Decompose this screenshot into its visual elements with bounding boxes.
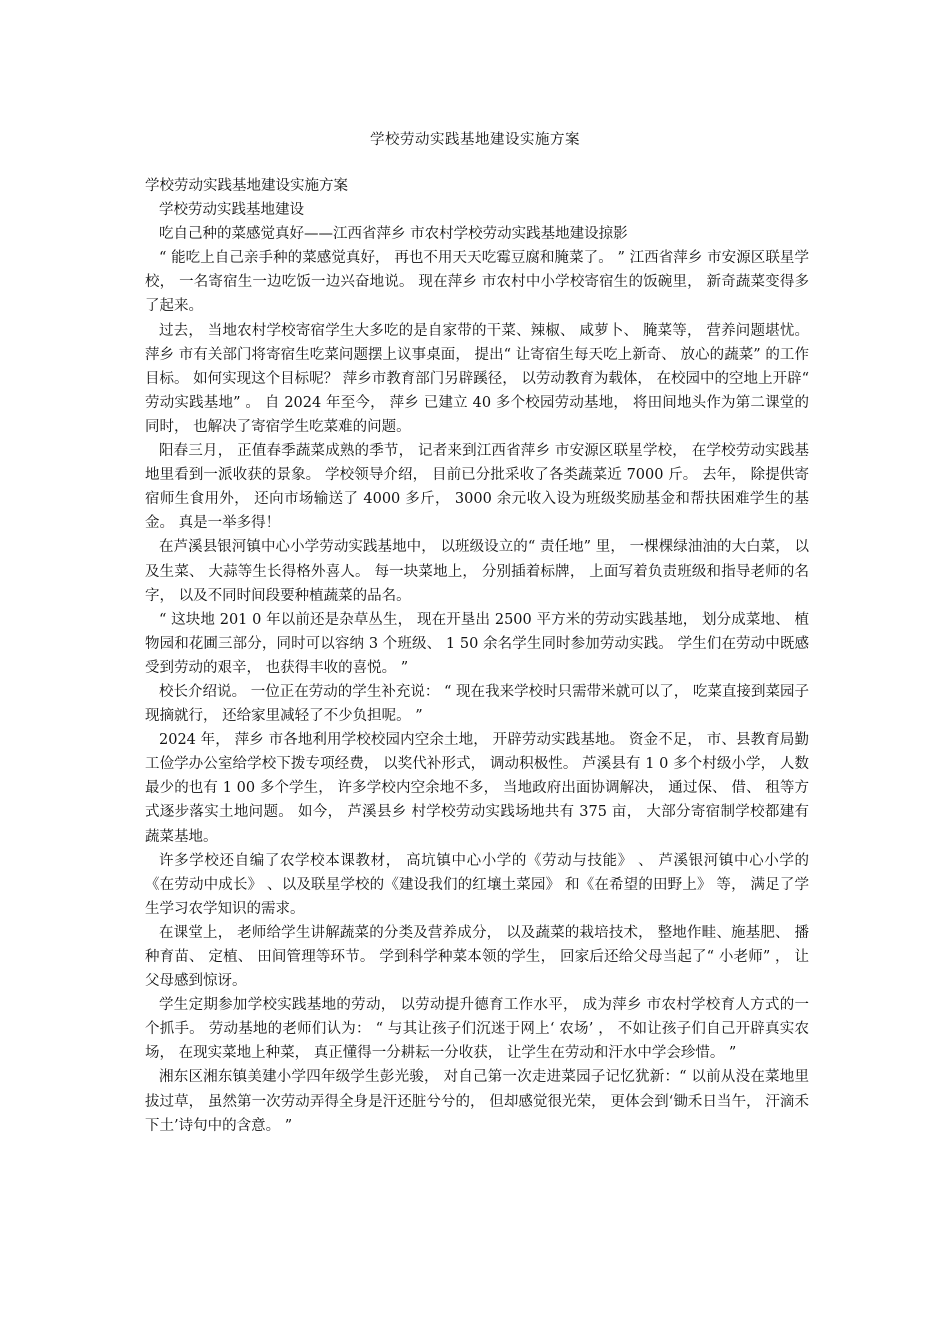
paragraph: 许多学校还自编了农学校本课教材， 高坑镇中心小学的《劳动与技能》 、 芦溪银河镇中心小学的《在劳动中成长》 、以及联星学校的《建设我们的红壤土菜园》 和《在希望的田野上》 等， 满足了学生学习农学知识的需求。 <box>145 852 809 917</box>
document-body <box>145 174 809 1138</box>
paragraph: 在课堂上， 老师给学生讲解蔬菜的分类及营养成分， 以及蔬菜的栽培技术， 整地作畦、施基肥、 播种育苗、 定植、 田间管理等环节。 学到科学种菜本领的学生， 回家后还给父母当起了“ 小老师” ， 让父母感到惊讶。 <box>145 924 809 990</box>
paragraph: 吃自己种的菜感觉真好——江西省萍乡 市农村学校劳动实践基地建设掠影 <box>159 226 628 243</box>
paragraph: 在芦溪县银河镇中心小学劳动实践基地中， 以班级设立的“ 责任地” 里， 一棵棵绿油油的大白菜， 以及生菜、 大蒜等生长得格外喜人。 每一块菜地上， 分别插着标牌， 上面写着负责班级和指导老师的名字， 以及不同时间段要种植蔬菜的品名。 <box>145 539 809 604</box>
document-heading: 学校劳动实践基地建设实施方案 <box>145 178 348 194</box>
paragraph: “ 能吃上自己亲手种的菜感觉真好， 再也不用天天吃霉豆腐和腌菜了。 ” 江西省萍乡 市安源区联星学校， 一名寄宿生一边吃饭一边兴奋地说。 现在萍乡 市农村中小学校寄宿生的饭碗里， 新奇蔬菜变得多了起来。 <box>145 250 809 315</box>
paragraph: 2024 年， 萍乡 市各地利用学校校园内空余土地， 开辟劳动实践基地。 资金不足， 市、县教育局勤工俭学办公室给学校下拨专项经费， 以奖代补形式， 调动积极性。 芦溪县有 1 0 多个村级小学， 人数最少的也有 1 00 多个学生， 许多学校内空余地不多， 当地政府出面协调解决， 通过保、 借、 租等方式逐步落实土地问题。 如今， 芦溪县乡 村学校劳动实践场地共有 375 亩， 大部分寄宿制学校都建有蔬菜基地。 <box>145 732 809 845</box>
paragraph: 湘东区湘东镇美建小学四年级学生彭光骏， 对自己第一次走进菜园子记忆犹新：“ 以前从没在菜地里拔过草， 虽然第一次劳动弄得全身是汗还脏兮兮的， 但却感觉很光荣， 更体会到‘锄禾日当午， 汗滴禾下土’诗句中的含意。 ” <box>145 1069 809 1134</box>
paragraph: 学生定期参加学校实践基地的劳动， 以劳动提升德育工作水平， 成为萍乡 市农村学校育人方式的一个抓手。 劳动基地的老师们认为： “ 与其让孩子们沉迷于网上‘ 农场’ ， 不如让孩子们自己开辟真实农场， 在现实菜地上种菜， 真正懂得一分耕耘一分收获， 让学生在劳动和汗水中学会珍惜。 ” <box>145 997 809 1062</box>
paragraph: 阳春三月， 正值春季蔬菜成熟的季节， 记者来到江西省萍乡 市安源区联星学校， 在学校劳动实践基地里看到一派收获的景象。 学校领导介绍， 目前已分批采收了各类蔬菜近 7000 斤。 去年， 除提供寄宿师生食用外， 还向市场输送了 4000 多斤， 3000 余元收入设为班级奖励基金和帮扶困难学生的基金。 真是一举多得！ <box>145 443 809 532</box>
paragraph: “ 这块地 201 0 年以前还是杂草丛生， 现在开垦出 2500 平方米的劳动实践基地， 划分成菜地、 植物园和花圃三部分，同时可以容纳 3 个班级、 1 50 余名学生同时参加劳动实践。 学生们在劳动中既感受到劳动的艰辛， 也获得丰收的喜悦。 ” <box>145 611 809 676</box>
paragraph: 过去， 当地农村学校寄宿学生大多吃的是自家带的干菜、辣椒、 咸萝卜、 腌菜等， 营养问题堪忧。 萍乡 市有关部门将寄宿生吃菜问题摆上议事桌面， 提出“ 让寄宿生每天吃上新奇、 放心的蔬菜” 的工作目标。 如何实现这个目标呢？ 萍乡市教育部门另辟蹊径， 以劳动教育为载体， 在校园中的空地上开辟“ 劳动实践基地” 。 自 2024 年至今， 萍乡 已建立 40 多个校园劳动基地， 将田间地头作为第二课堂的同时， 也解决了寄宿学生吃菜难的问题。 <box>145 322 809 435</box>
document-subheading: 学校劳动实践基地建设 <box>159 202 304 219</box>
paragraph: 校长介绍说。 一位正在劳动的学生补充说： “ 现在我来学校时只需带米就可以了， 吃菜直接到菜园子现摘就行， 还给家里减轻了不少负担呢。 ” <box>145 683 809 725</box>
page-title: 学校劳动实践基地建设实施方案 <box>370 132 580 148</box>
